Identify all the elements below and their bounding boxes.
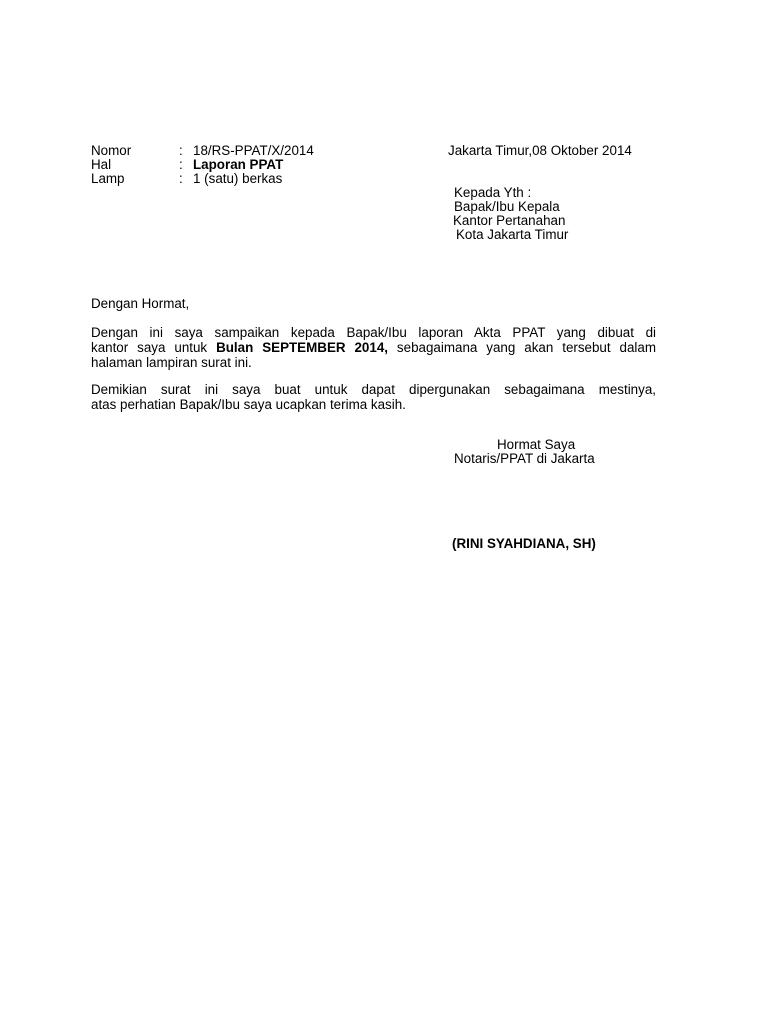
recipient-line-4: Kota Jakarta Timur bbox=[456, 227, 569, 242]
recipient-line-1: Kepada Yth : bbox=[454, 185, 532, 200]
lamp-row-value bbox=[179, 171, 282, 186]
closing-salutation: Hormat Saya bbox=[497, 437, 576, 452]
paragraph-2-line-2: atas perhatian Bapak/Ibu saya ucapkan terima kasih. bbox=[91, 397, 406, 412]
colon: : bbox=[179, 143, 183, 158]
hal-row-value bbox=[179, 157, 283, 172]
paragraph-2 bbox=[91, 382, 656, 412]
lamp-value: 1 (satu) berkas bbox=[193, 171, 283, 186]
hal-value: Laporan PPAT bbox=[193, 157, 284, 172]
greeting: Dengan Hormat, bbox=[91, 296, 190, 311]
signatory-name: (RINI SYAHDIANA, SH) bbox=[452, 536, 596, 551]
paragraph-1-line-3: halaman lampiran surat ini. bbox=[91, 355, 252, 370]
paragraph-1 bbox=[91, 325, 656, 370]
recipient-line-2: Bapak/Ibu Kepala bbox=[454, 199, 560, 214]
paragraph-1-line-2 bbox=[91, 340, 656, 355]
colon: : bbox=[179, 157, 183, 172]
paragraph-1-line-2-a: kantor saya untuk bbox=[91, 340, 217, 355]
recipient-line-3: Kantor Pertanahan bbox=[453, 213, 566, 228]
nomor-row-value bbox=[179, 143, 314, 158]
nomor-label: Nomor bbox=[91, 143, 132, 158]
nomor-value: 18/RS-PPAT/X/2014 bbox=[193, 143, 314, 158]
hal-label: Hal bbox=[91, 157, 112, 172]
closing-title: Notaris/PPAT di Jakarta bbox=[454, 451, 595, 466]
place-date: Jakarta Timur,08 Oktober 2014 bbox=[448, 143, 632, 158]
paragraph-2-line-1: Demikian surat ini saya buat untuk dapat dipergunakan sebagaimana mestinya, bbox=[91, 382, 656, 397]
period-highlight: Bulan SEPTEMBER 2014, bbox=[216, 340, 388, 355]
paragraph-1-line-2-b: sebagaimana yang akan tersebut dalam bbox=[388, 340, 657, 355]
colon: : bbox=[179, 171, 183, 186]
lamp-label: Lamp bbox=[91, 171, 125, 186]
paragraph-1-line-1: Dengan ini saya sampaikan kepada Bapak/Ibu laporan Akta PPAT yang dibuat di bbox=[91, 325, 656, 340]
